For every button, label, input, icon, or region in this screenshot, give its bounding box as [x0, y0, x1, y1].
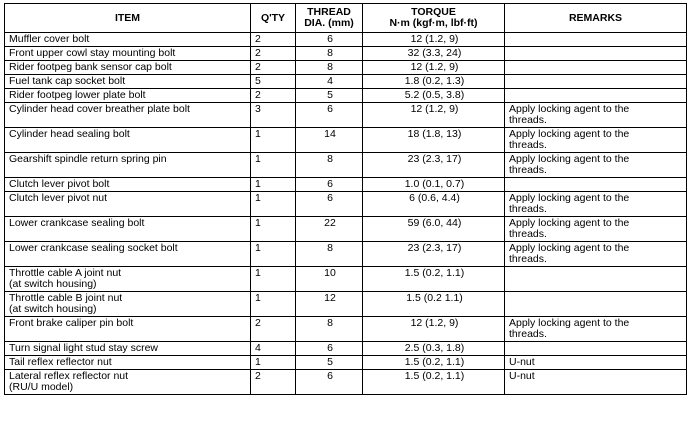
table-row — [5, 356, 687, 370]
table-row — [5, 75, 687, 89]
thread-dia-cell: 12 — [296, 292, 363, 317]
table-row — [5, 242, 687, 267]
torque-spec-table-wrapper — [4, 3, 687, 395]
item-cell: Tail reflex reflector nut — [5, 356, 251, 370]
table-row — [5, 47, 687, 61]
item-cell: Muffler cover bolt — [5, 33, 251, 47]
thread-dia-cell: 6 — [296, 370, 363, 395]
remarks-cell — [505, 178, 687, 192]
thread-dia-cell: 6 — [296, 178, 363, 192]
qty-cell: 3 — [251, 103, 296, 128]
item-cell: Front upper cowl stay mounting bolt — [5, 47, 251, 61]
item-cell: Lower crankcase sealing socket bolt — [5, 242, 251, 267]
item-cell: Fuel tank cap socket bolt — [5, 75, 251, 89]
torque-cell: 1.5 (0.2, 1.1) — [363, 356, 505, 370]
qty-cell: 1 — [251, 242, 296, 267]
remarks-cell — [505, 267, 687, 292]
remarks-cell: U-nut — [505, 370, 687, 395]
table-row — [5, 267, 687, 292]
qty-cell: 2 — [251, 47, 296, 61]
qty-cell: 1 — [251, 217, 296, 242]
thread-dia-cell: 14 — [296, 128, 363, 153]
item-cell: Cylinder head cover breather plate bolt — [5, 103, 251, 128]
torque-cell: 12 (1.2, 9) — [363, 33, 505, 47]
table-row — [5, 342, 687, 356]
item-cell: Rider footpeg bank sensor cap bolt — [5, 61, 251, 75]
qty-cell: 2 — [251, 370, 296, 395]
remarks-cell — [505, 33, 687, 47]
table-body — [5, 33, 687, 395]
thread-dia-cell: 5 — [296, 89, 363, 103]
remarks-cell — [505, 75, 687, 89]
qty-cell: 2 — [251, 61, 296, 75]
table-row — [5, 178, 687, 192]
table-row — [5, 153, 687, 178]
torque-cell: 12 (1.2, 9) — [363, 103, 505, 128]
item-cell: Rider footpeg lower plate bolt — [5, 89, 251, 103]
qty-cell: 1 — [251, 292, 296, 317]
thread-dia-cell: 8 — [296, 47, 363, 61]
remarks-cell: Apply locking agent to the threads. — [505, 217, 687, 242]
header-thread-dia: THREAD DIA. (mm) — [296, 4, 363, 33]
thread-dia-cell: 6 — [296, 192, 363, 217]
qty-cell: 1 — [251, 153, 296, 178]
header-qty: Q'TY — [251, 4, 296, 33]
table-row — [5, 217, 687, 242]
remarks-cell — [505, 61, 687, 75]
table-row — [5, 33, 687, 47]
item-cell: Clutch lever pivot bolt — [5, 178, 251, 192]
item-cell: Lateral reflex reflector nut (RU/U model) — [5, 370, 251, 395]
qty-cell: 2 — [251, 89, 296, 103]
torque-cell: 12 (1.2, 9) — [363, 61, 505, 75]
thread-dia-cell: 8 — [296, 153, 363, 178]
thread-dia-cell: 8 — [296, 317, 363, 342]
thread-dia-cell: 8 — [296, 242, 363, 267]
item-cell: Throttle cable A joint nut (at switch housing) — [5, 267, 251, 292]
torque-cell: 1.0 (0.1, 0.7) — [363, 178, 505, 192]
header-item: ITEM — [5, 4, 251, 33]
remarks-cell — [505, 47, 687, 61]
table-row — [5, 128, 687, 153]
qty-cell: 5 — [251, 75, 296, 89]
qty-cell: 4 — [251, 342, 296, 356]
remarks-cell: Apply locking agent to the threads. — [505, 192, 687, 217]
qty-cell: 2 — [251, 33, 296, 47]
thread-dia-cell: 5 — [296, 356, 363, 370]
remarks-cell: Apply locking agent to the threads. — [505, 317, 687, 342]
torque-cell: 23 (2.3, 17) — [363, 153, 505, 178]
torque-spec-table — [4, 3, 687, 395]
thread-dia-cell: 6 — [296, 103, 363, 128]
torque-cell: 12 (1.2, 9) — [363, 317, 505, 342]
remarks-cell — [505, 292, 687, 317]
torque-cell: 5.2 (0.5, 3.8) — [363, 89, 505, 103]
torque-cell: 18 (1.8, 13) — [363, 128, 505, 153]
torque-cell: 23 (2.3, 17) — [363, 242, 505, 267]
torque-cell: 32 (3.3, 24) — [363, 47, 505, 61]
table-row — [5, 317, 687, 342]
qty-cell: 1 — [251, 128, 296, 153]
item-cell: Cylinder head sealing bolt — [5, 128, 251, 153]
torque-cell: 1.5 (0.2 1.1) — [363, 292, 505, 317]
remarks-cell: U-nut — [505, 356, 687, 370]
torque-cell: 1.5 (0.2, 1.1) — [363, 370, 505, 395]
qty-cell: 2 — [251, 317, 296, 342]
remarks-cell: Apply locking agent to the threads. — [505, 153, 687, 178]
thread-dia-cell: 22 — [296, 217, 363, 242]
item-cell: Gearshift spindle return spring pin — [5, 153, 251, 178]
item-cell: Front brake caliper pin bolt — [5, 317, 251, 342]
item-cell: Clutch lever pivot nut — [5, 192, 251, 217]
qty-cell: 1 — [251, 267, 296, 292]
remarks-cell: Apply locking agent to the threads. — [505, 128, 687, 153]
remarks-cell — [505, 89, 687, 103]
table-row — [5, 292, 687, 317]
item-cell: Turn signal light stud stay screw — [5, 342, 251, 356]
table-row — [5, 89, 687, 103]
table-row — [5, 192, 687, 217]
remarks-cell — [505, 342, 687, 356]
torque-cell: 59 (6.0, 44) — [363, 217, 505, 242]
qty-cell: 1 — [251, 356, 296, 370]
table-header-row — [5, 4, 687, 33]
qty-cell: 1 — [251, 192, 296, 217]
header-torque: TORQUE N·m (kgf·m, lbf·ft) — [363, 4, 505, 33]
thread-dia-cell: 6 — [296, 33, 363, 47]
item-cell: Lower crankcase sealing bolt — [5, 217, 251, 242]
qty-cell: 1 — [251, 178, 296, 192]
table-row — [5, 61, 687, 75]
table-row — [5, 103, 687, 128]
header-remarks: REMARKS — [505, 4, 687, 33]
thread-dia-cell: 8 — [296, 61, 363, 75]
torque-cell: 1.8 (0.2, 1.3) — [363, 75, 505, 89]
table-row — [5, 370, 687, 395]
thread-dia-cell: 10 — [296, 267, 363, 292]
torque-cell: 2.5 (0.3, 1.8) — [363, 342, 505, 356]
remarks-cell: Apply locking agent to the threads. — [505, 242, 687, 267]
torque-cell: 6 (0.6, 4.4) — [363, 192, 505, 217]
thread-dia-cell: 6 — [296, 342, 363, 356]
torque-cell: 1.5 (0.2, 1.1) — [363, 267, 505, 292]
thread-dia-cell: 4 — [296, 75, 363, 89]
remarks-cell: Apply locking agent to the threads. — [505, 103, 687, 128]
item-cell: Throttle cable B joint nut (at switch housing) — [5, 292, 251, 317]
